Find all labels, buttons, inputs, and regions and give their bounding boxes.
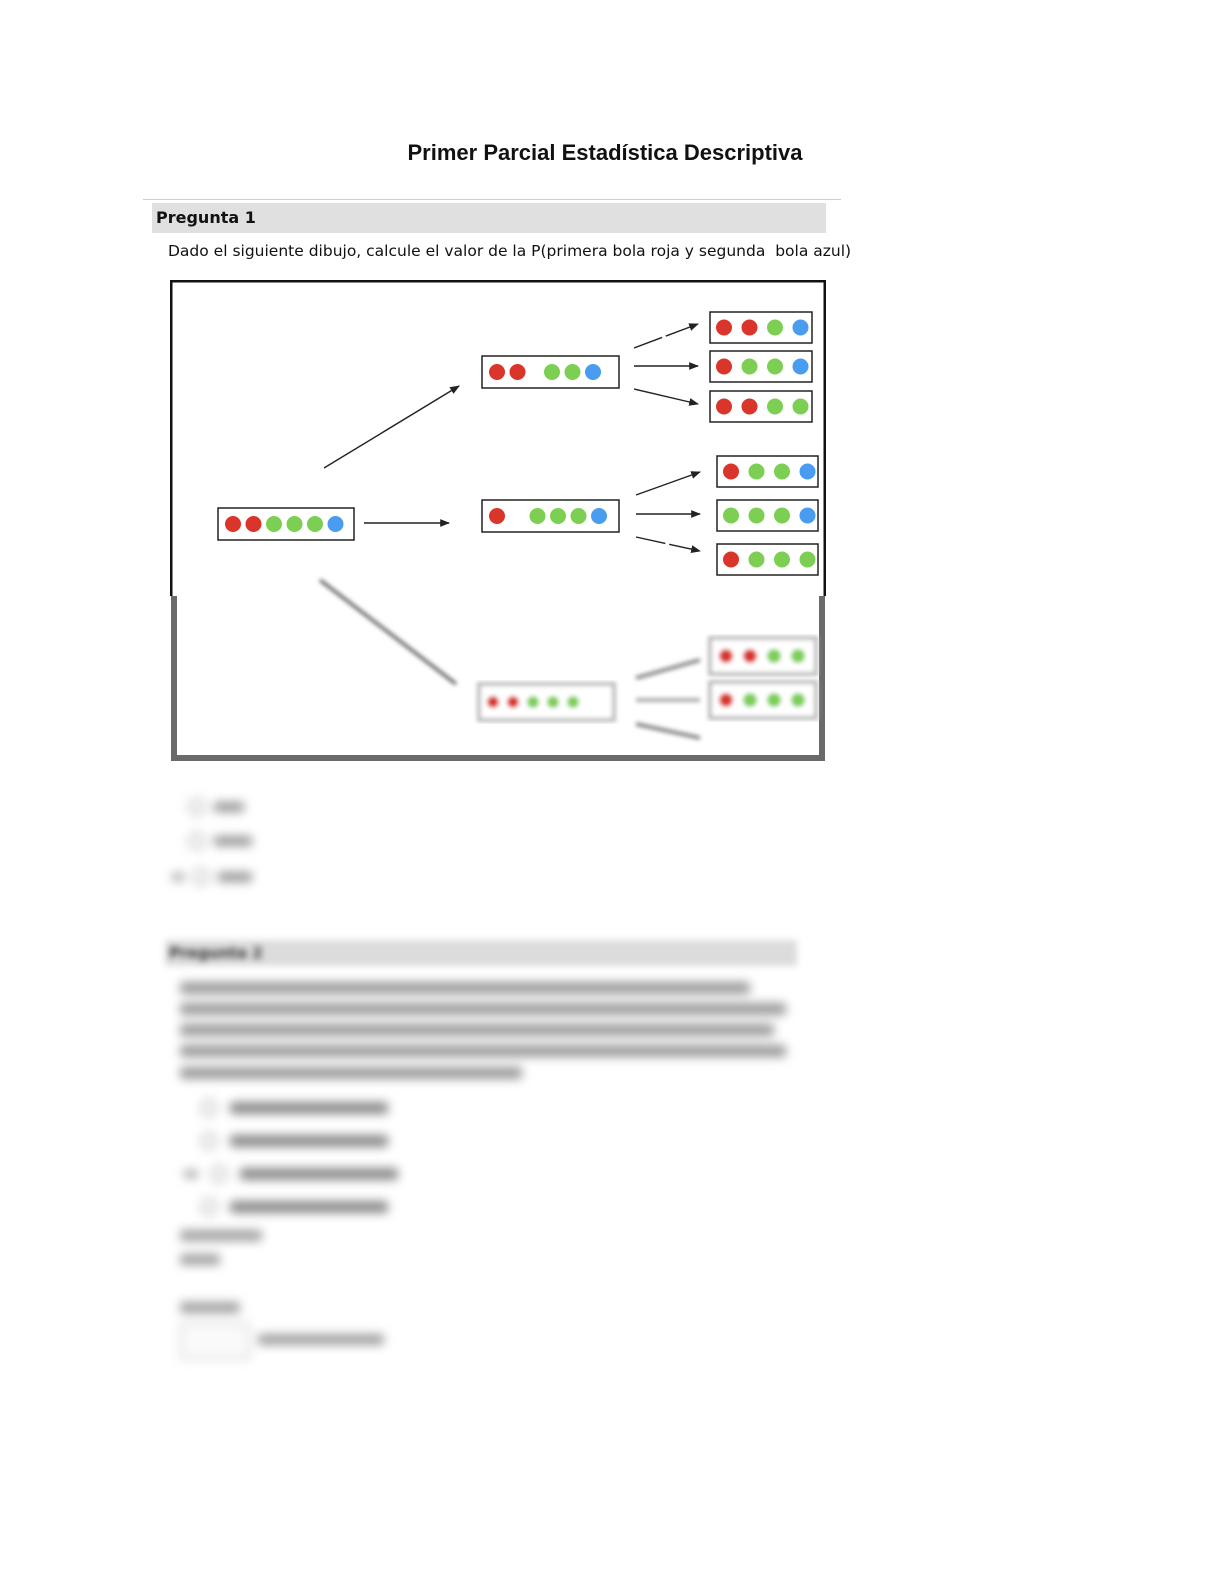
check-mark-icon [184,1170,198,1178]
green-ball [749,508,765,524]
branch-2-outcome-2 [717,500,818,531]
green-ball [791,693,805,707]
arrow-root-to-branch-1 [324,386,459,468]
green-ball [571,508,587,524]
branch-3-urn [479,684,614,720]
green-ball [307,516,323,532]
green-ball [774,552,790,568]
green-ball [742,359,758,375]
green-ball [767,399,783,415]
red-ball [743,649,757,663]
root-urn [218,508,354,540]
ball-box [479,684,614,720]
green-ball [530,508,546,524]
green-ball [800,552,816,568]
answer-option[interactable] [200,1099,388,1117]
red-ball [742,320,758,336]
green-ball [567,696,579,708]
radio-icon[interactable] [188,798,206,816]
page-title: Primer Parcial Estadística Descriptiva [407,140,803,165]
check-mark-icon [172,873,184,881]
answer-option[interactable] [200,1132,388,1150]
branch-1-outcome-1 [710,312,812,343]
radio-icon[interactable] [200,1132,218,1150]
arrow-branch-1-a [634,324,698,348]
answer-option[interactable] [184,1165,398,1183]
green-ball [527,696,539,708]
radio-icon[interactable] [188,832,206,850]
blue-ball [800,508,816,524]
question-1-header: Pregunta 1 [152,203,826,233]
blue-ball [585,364,601,380]
arrow-branch-3-c [636,724,700,738]
branch-1-outcome-2 [710,351,812,382]
blue-ball [793,320,809,336]
radio-icon[interactable] [192,868,210,886]
score-input[interactable] [180,1322,250,1360]
red-ball [719,693,733,707]
branch-1-urn [482,356,619,388]
blue-ball [793,359,809,375]
green-ball [767,320,783,336]
blue-ball [591,508,607,524]
branch-3-outcome-2 [710,682,816,718]
branch-1-outcome-3 [710,391,812,422]
green-ball [793,399,809,415]
red-ball [719,649,733,663]
arrow-branch-2-c [636,537,700,551]
red-ball [510,364,526,380]
red-ball [723,464,739,480]
green-ball [749,464,765,480]
arrow-branch-2-a [636,472,700,495]
answer-option-3[interactable] [172,868,252,886]
branch-3-outcome-1 [710,638,816,674]
red-ball [716,320,732,336]
green-ball [774,508,790,524]
red-ball [489,508,505,524]
arrow-root-to-branch-3 [320,580,456,684]
red-ball [225,516,241,532]
green-ball [791,649,805,663]
question-1-prompt: Dado el siguiente dibujo, calcule el valor de la P(primera bola roja y segunda bola azul) [168,242,852,260]
green-ball [774,464,790,480]
blue-ball [800,464,816,480]
green-ball [767,693,781,707]
radio-icon[interactable] [210,1165,228,1183]
radio-icon[interactable] [200,1099,218,1117]
arrow-branch-3-a [636,660,700,678]
branch-2-outcome-1 [717,456,818,487]
red-ball [723,552,739,568]
red-ball [246,516,262,532]
radio-icon[interactable] [200,1198,218,1216]
green-ball [767,649,781,663]
green-ball [749,552,765,568]
branch-2-outcome-3 [717,544,818,575]
branch-2-urn [482,500,619,532]
green-ball [287,516,303,532]
figure-frame-bottom [174,596,822,758]
answer-option[interactable] [200,1198,388,1216]
red-ball [489,364,505,380]
answer-option-1[interactable] [188,798,244,816]
blue-ball [328,516,344,532]
red-ball [716,399,732,415]
red-ball [742,399,758,415]
green-ball [743,693,757,707]
green-ball [767,359,783,375]
green-ball [544,364,560,380]
green-ball [266,516,282,532]
green-ball [550,508,566,524]
question-2-header: Pregunta 2 [165,940,797,966]
title-divider [143,199,841,200]
red-ball [716,359,732,375]
green-ball [565,364,581,380]
green-ball [723,508,739,524]
arrow-branch-1-c [634,389,698,404]
probability-tree-diagram [170,280,826,762]
red-ball [507,696,519,708]
answer-option-2[interactable] [188,832,252,850]
red-ball [487,696,499,708]
green-ball [547,696,559,708]
